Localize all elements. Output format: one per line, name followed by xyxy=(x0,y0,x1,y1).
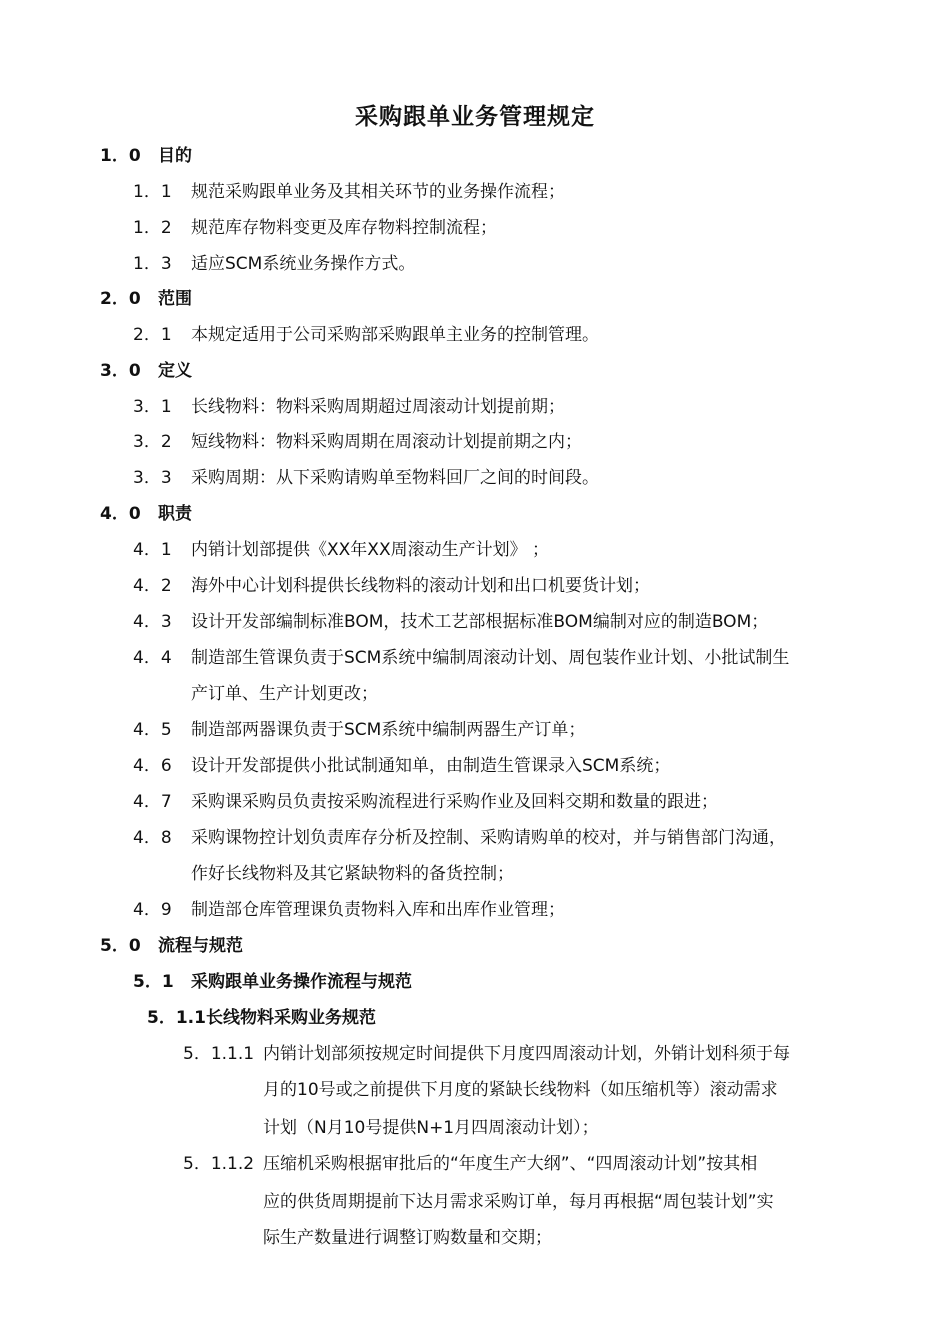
list-item xyxy=(133,899,565,921)
paragraph-line: 际生产数量进行调整订购数量和交期； xyxy=(263,1228,552,1248)
section-number: 2．0 xyxy=(100,289,141,309)
section-heading-4 xyxy=(100,503,192,525)
list-item xyxy=(133,827,786,849)
item-text: 规范库存物料变更及库存物料控制流程； xyxy=(191,218,497,238)
item-text: 采购周期：从下采购请购单至物料回厂之间的时间段。 xyxy=(191,468,599,488)
item-number: 4．7 xyxy=(133,792,172,812)
list-item xyxy=(133,181,565,203)
list-item xyxy=(133,396,565,418)
item-text: 设计开发部提供小批试制通知单，由制造生管课录入SCM系统； xyxy=(191,756,671,776)
item-number: 1．1 xyxy=(133,182,172,202)
item-number: 2．1 xyxy=(133,325,172,345)
item-number: 3．3 xyxy=(133,468,172,488)
list-item xyxy=(133,217,497,239)
paragraph-item xyxy=(183,1153,757,1175)
list-item xyxy=(133,575,650,597)
item-number: 1．2 xyxy=(133,218,172,238)
item-text: 采购课采购员负责按采购流程进行采购作业及回料交期和数量的跟进； xyxy=(191,792,718,812)
section-title: 流程与规范 xyxy=(158,936,243,956)
list-item xyxy=(133,539,549,561)
list-item-continuation: 产订单、生产计划更改； xyxy=(191,684,378,704)
paragraph-number: 5．1.1.2 xyxy=(183,1154,255,1174)
paragraph-item xyxy=(183,1043,790,1065)
item-number: 4．6 xyxy=(133,756,172,776)
item-number: 3．1 xyxy=(133,397,172,417)
section-title: 职责 xyxy=(158,504,192,524)
list-item xyxy=(133,324,599,346)
section-title: 范围 xyxy=(158,289,192,309)
item-number: 4．3 xyxy=(133,612,172,632)
item-text: 制造部仓库管理课负责物料入库和出库作业管理； xyxy=(191,900,565,920)
list-item xyxy=(133,467,599,489)
list-item xyxy=(133,647,789,669)
list-item xyxy=(133,431,582,453)
item-text: 规范采购跟单业务及其相关环节的业务操作流程； xyxy=(191,182,565,202)
item-number: 4．2 xyxy=(133,576,172,596)
subsection-heading xyxy=(133,971,412,993)
subsection-title: 采购跟单业务操作流程与规范 xyxy=(191,972,412,992)
paragraph-line: 应的供货周期提前下达月需求采购订单，每月再根据“周包装计划”实 xyxy=(263,1192,774,1212)
section-number: 3．0 xyxy=(100,361,141,381)
section-heading-5 xyxy=(100,935,243,957)
item-text: 内销计划部提供《XX年XX周滚动生产计划》 ； xyxy=(191,540,549,560)
paragraph-line: 内销计划部须按规定时间提供下月度四周滚动计划，外销计划科须于每 xyxy=(263,1044,790,1064)
list-item xyxy=(133,253,415,275)
item-text: 海外中心计划科提供长线物料的滚动计划和出口机要货计划； xyxy=(191,576,650,596)
section-heading-3 xyxy=(100,360,192,382)
section-title: 定义 xyxy=(158,361,192,381)
item-number: 4．5 xyxy=(133,720,172,740)
section-number: 1．0 xyxy=(100,146,141,166)
item-text: 本规定适用于公司采购部采购跟单主业务的控制管理。 xyxy=(191,325,599,345)
item-number: 4．1 xyxy=(133,540,172,560)
paragraph-line: 计划（N月10号提供N+1月四周滚动计划）； xyxy=(263,1118,599,1138)
item-number: 4．4 xyxy=(133,648,172,668)
subsection-number: 5．1 xyxy=(133,972,174,992)
document-title: 采购跟单业务管理规定 xyxy=(355,104,595,130)
item-text: 制造部两器课负责于SCM系统中编制两器生产订单； xyxy=(191,720,586,740)
section-heading-1 xyxy=(100,145,192,167)
item-text: 制造部生管课负责于SCM系统中编制周滚动计划、周包装作业计划、小批试制生 xyxy=(191,648,790,668)
item-number: 4．9 xyxy=(133,900,172,920)
section-heading-2 xyxy=(100,288,192,310)
paragraph-line: 压缩机采购根据审批后的“年度生产大纲”、“四周滚动计划”按其相 xyxy=(263,1154,758,1174)
paragraph-line: 月的10号或之前提供下月度的紧缺长线物料（如压缩机等）滚动需求 xyxy=(263,1080,778,1100)
list-item xyxy=(133,791,718,813)
item-number: 1．3 xyxy=(133,254,172,274)
item-text: 长线物料：物料采购周期超过周滚动计划提前期； xyxy=(191,397,565,417)
section-number: 4．0 xyxy=(100,504,141,524)
list-item xyxy=(133,719,585,741)
item-text: 短线物料：物料采购周期在周滚动计划提前期之内； xyxy=(191,432,582,452)
list-item xyxy=(133,755,670,777)
section-title: 目的 xyxy=(158,146,192,166)
section-number: 5．0 xyxy=(100,936,141,956)
item-text: 采购课物控计划负责库存分析及控制、采购请购单的校对，并与销售部门沟通， xyxy=(191,828,786,848)
paragraph-number: 5．1.1.1 xyxy=(183,1044,255,1064)
item-text: 设计开发部编制标准BOM，技术工艺部根据标准BOM编制对应的制造BOM； xyxy=(191,612,769,632)
list-item xyxy=(133,611,768,633)
item-number: 3．2 xyxy=(133,432,172,452)
list-item-continuation: 作好长线物料及其它紧缺物料的备货控制； xyxy=(191,864,514,884)
item-number: 4．8 xyxy=(133,828,172,848)
item-text: 适应SCM系统业务操作方式。 xyxy=(191,254,416,274)
subsubsection-heading: 5．1.1长线物料采购业务规范 xyxy=(147,1008,376,1028)
